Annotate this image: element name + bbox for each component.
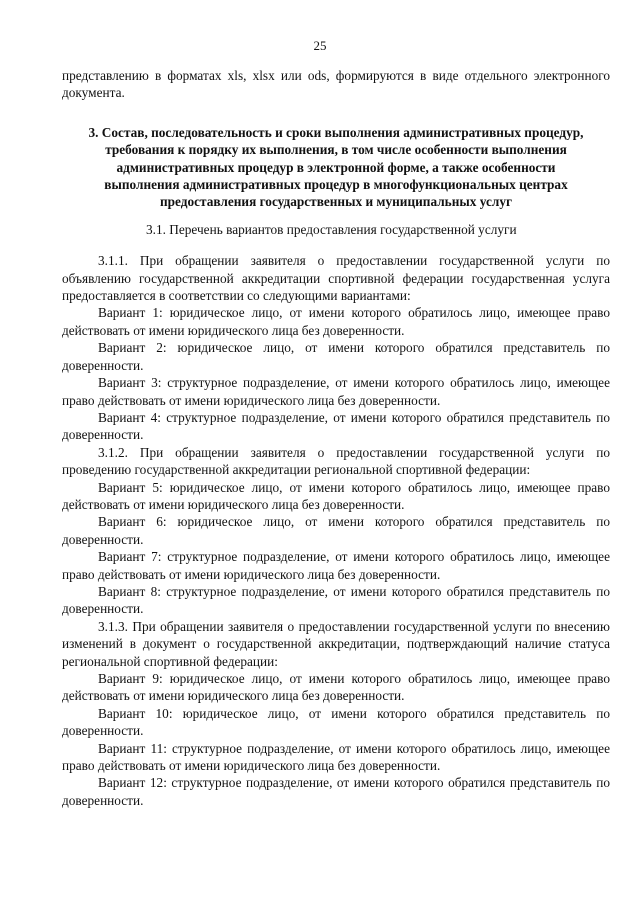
variant-3: Вариант 3: структурное подразделение, от имени которого обратилось лицо, имеющее право действовать от имени юридического лица без доверенности. bbox=[62, 375, 610, 408]
variant-11: Вариант 11: структурное подразделение, от имени которого обратилось лицо, имеющее право действовать от имени юридического лица без доверенности. bbox=[62, 740, 610, 774]
variant-6: Вариант 6: юридическое лицо, от имени которого обратился представитель по доверенности. bbox=[62, 514, 610, 547]
section-heading: 3. Состав, последовательность и сроки выполнения административных процедур, требования к порядку их выполнения, в том числе особенности выполнения административных процедур в электронной форме, а также особенности выполнения административных процедур в многофункциональных центрах предоставления государственных и муниципальных услуг bbox=[88, 124, 584, 210]
variant-7: Вариант 7: структурное подразделение, от имени которого обратилось лицо, имеющее право действовать от имени юридического лица без доверенности. bbox=[62, 549, 610, 582]
paragraph-3-1-2: 3.1.2. При обращении заявителя о предоставлении государственной услуги по проведению государственной аккредитации региональной спортивной федерации: bbox=[62, 444, 610, 478]
variant-2: Вариант 2: юридическое лицо, от имени которого обратился представитель по доверенности. bbox=[62, 340, 610, 373]
variant-4: Вариант 4: структурное подразделение, от имени которого обратился представитель по доверенности. bbox=[62, 409, 610, 443]
variant-8: Вариант 8: структурное подразделение, от имени которого обратился представитель по доверенности. bbox=[62, 583, 610, 617]
page-number: 25 bbox=[313, 38, 327, 53]
variant-9: Вариант 9: юридическое лицо, от имени которого обратилось лицо, имеющее право действовать от имени юридического лица без доверенности. bbox=[62, 671, 610, 704]
subsection-heading: 3.1. Перечень вариантов предоставления государственной услуги bbox=[146, 221, 517, 237]
paragraph-3-1-1: 3.1.1. При обращении заявителя о предоставлении государственной услуги по объявлению государственной аккредитации спортивной федерации государственная услуга предоставляется в соответствии со следующими вариантами: bbox=[62, 253, 610, 304]
page-content bbox=[62, 67, 610, 809]
paragraph-3-1-3: 3.1.3. При обращении заявителя о предоставлении государственной услуги по внесению изменений в документ о государственной аккредитации, подтверждающий наличие статуса региональной спортивной федерации: bbox=[62, 618, 610, 669]
variant-12: Вариант 12: структурное подразделение, от имени которого обратился представитель по доверенности. bbox=[62, 775, 610, 808]
variant-5: Вариант 5: юридическое лицо, от имени которого обратилось лицо, имеющее право действовать от имени юридического лица без доверенности. bbox=[62, 479, 610, 512]
variant-10: Вариант 10: юридическое лицо, от имени которого обратился представитель по доверенности. bbox=[62, 705, 610, 739]
intro-paragraph: представлению в форматах xls, xlsx или ods, формируются в виде отдельного электронного документа. bbox=[62, 68, 610, 101]
variant-1: Вариант 1: юридическое лицо, от имени которого обратилось лицо, имеющее право действовать от имени юридического лица без доверенности. bbox=[62, 305, 610, 338]
